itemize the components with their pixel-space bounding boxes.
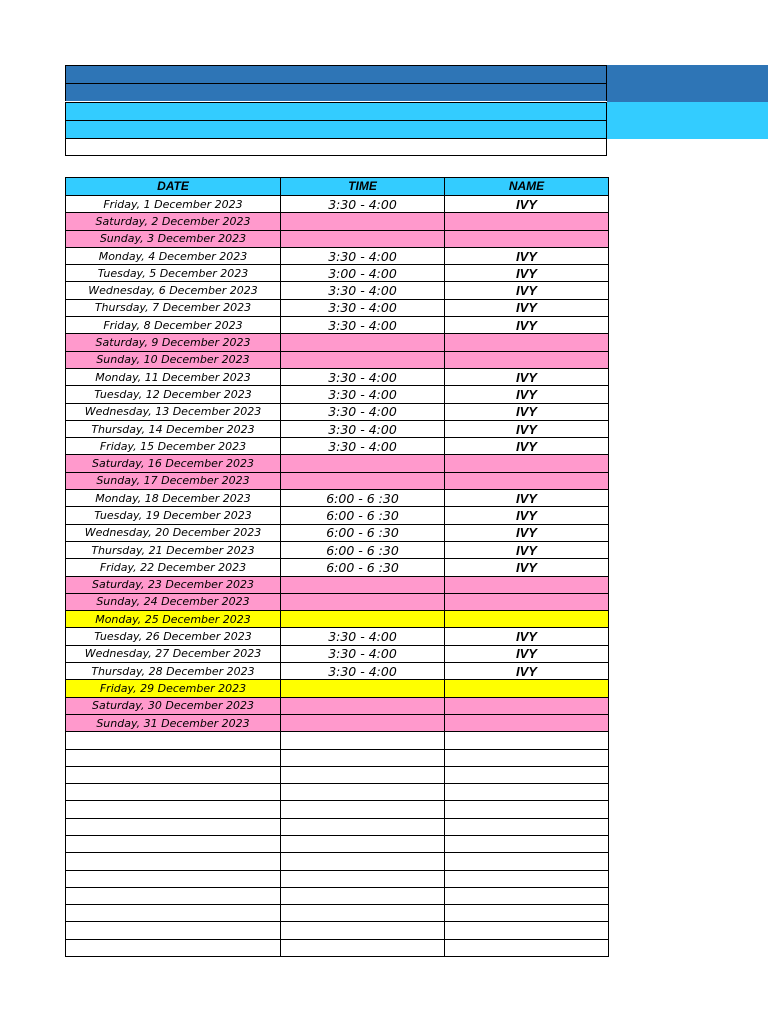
table-row[interactable] xyxy=(66,351,609,368)
title-band-4 xyxy=(65,120,607,138)
empty-cell[interactable] xyxy=(281,835,445,852)
empty-cell[interactable] xyxy=(445,870,609,887)
time-cell[interactable]: 3:30 - 4:00 xyxy=(281,317,445,334)
table-row[interactable] xyxy=(66,438,609,455)
date-cell[interactable]: Wednesday, 6 December 2023 xyxy=(66,282,281,299)
date-cell[interactable]: Sunday, 17 December 2023 xyxy=(66,472,281,489)
name-cell[interactable] xyxy=(445,611,609,628)
date-cell[interactable]: Monday, 25 December 2023 xyxy=(66,611,281,628)
date-cell[interactable]: Wednesday, 27 December 2023 xyxy=(66,645,281,662)
empty-cell[interactable] xyxy=(445,749,609,766)
name-cell[interactable] xyxy=(445,351,609,368)
time-cell[interactable] xyxy=(281,680,445,697)
table-row[interactable] xyxy=(66,524,609,541)
header-row xyxy=(66,178,609,196)
empty-cell[interactable] xyxy=(66,818,281,835)
empty-row[interactable] xyxy=(66,784,609,801)
empty-row[interactable] xyxy=(66,801,609,818)
table-row[interactable] xyxy=(66,541,609,558)
date-cell[interactable]: Thursday, 7 December 2023 xyxy=(66,299,281,316)
name-cell[interactable] xyxy=(445,697,609,714)
date-cell[interactable]: Friday, 1 December 2023 xyxy=(66,196,281,213)
empty-cell[interactable] xyxy=(66,784,281,801)
time-cell[interactable]: 3:30 - 4:00 xyxy=(281,420,445,437)
empty-cell[interactable] xyxy=(445,853,609,870)
date-header: DATE xyxy=(66,178,281,196)
name-cell[interactable] xyxy=(445,334,609,351)
date-cell[interactable]: Friday, 29 December 2023 xyxy=(66,680,281,697)
name-cell[interactable]: IVY xyxy=(445,420,609,437)
time-cell[interactable] xyxy=(281,351,445,368)
table-row[interactable] xyxy=(66,420,609,437)
name-cell[interactable]: IVY xyxy=(445,524,609,541)
empty-cell[interactable] xyxy=(445,818,609,835)
date-cell[interactable]: Saturday, 23 December 2023 xyxy=(66,576,281,593)
table-row[interactable] xyxy=(66,714,609,731)
empty-cell[interactable] xyxy=(281,749,445,766)
time-cell[interactable]: 3:30 - 4:00 xyxy=(281,403,445,420)
date-cell[interactable]: Thursday, 21 December 2023 xyxy=(66,541,281,558)
date-cell[interactable]: Wednesday, 20 December 2023 xyxy=(66,524,281,541)
name-cell[interactable] xyxy=(445,472,609,489)
date-cell[interactable]: Sunday, 10 December 2023 xyxy=(66,351,281,368)
empty-cell[interactable] xyxy=(66,766,281,783)
table-row[interactable] xyxy=(66,680,609,697)
time-cell[interactable] xyxy=(281,593,445,610)
table-row[interactable] xyxy=(66,490,609,507)
name-cell[interactable] xyxy=(445,593,609,610)
name-cell[interactable]: IVY xyxy=(445,403,609,420)
name-cell[interactable]: IVY xyxy=(445,490,609,507)
table-row[interactable] xyxy=(66,230,609,247)
empty-cell[interactable] xyxy=(281,870,445,887)
time-cell[interactable] xyxy=(281,576,445,593)
empty-cell[interactable] xyxy=(66,732,281,749)
date-cell[interactable]: Monday, 4 December 2023 xyxy=(66,247,281,264)
empty-cell[interactable] xyxy=(66,922,281,939)
empty-cell[interactable] xyxy=(281,818,445,835)
empty-cell[interactable] xyxy=(445,801,609,818)
light-band-extension xyxy=(607,102,768,139)
name-cell[interactable]: IVY xyxy=(445,541,609,558)
date-cell[interactable]: Sunday, 3 December 2023 xyxy=(66,230,281,247)
table-row[interactable] xyxy=(66,645,609,662)
table-row[interactable] xyxy=(66,265,609,282)
name-cell[interactable]: IVY xyxy=(445,507,609,524)
empty-cell[interactable] xyxy=(66,870,281,887)
date-cell[interactable]: Friday, 8 December 2023 xyxy=(66,317,281,334)
time-cell[interactable] xyxy=(281,230,445,247)
name-cell[interactable]: IVY xyxy=(445,317,609,334)
empty-row[interactable] xyxy=(66,905,609,922)
table-row[interactable] xyxy=(66,507,609,524)
schedule-body xyxy=(66,196,609,957)
name-cell[interactable]: IVY xyxy=(445,247,609,264)
empty-cell[interactable] xyxy=(445,939,609,956)
time-header: TIME xyxy=(281,178,445,196)
table-row[interactable] xyxy=(66,334,609,351)
time-cell[interactable]: 3:00 - 4:00 xyxy=(281,265,445,282)
table-row[interactable] xyxy=(66,611,609,628)
dark-band-extension xyxy=(607,65,768,102)
table-row[interactable] xyxy=(66,196,609,213)
table-row[interactable] xyxy=(66,593,609,610)
date-cell[interactable]: Monday, 18 December 2023 xyxy=(66,490,281,507)
name-cell[interactable] xyxy=(445,680,609,697)
date-cell[interactable]: Tuesday, 5 December 2023 xyxy=(66,265,281,282)
table-row[interactable] xyxy=(66,697,609,714)
empty-cell[interactable] xyxy=(445,835,609,852)
time-cell[interactable] xyxy=(281,697,445,714)
time-cell[interactable] xyxy=(281,611,445,628)
empty-cell[interactable] xyxy=(445,732,609,749)
date-cell[interactable]: Thursday, 14 December 2023 xyxy=(66,420,281,437)
time-cell[interactable]: 3:30 - 4:00 xyxy=(281,645,445,662)
name-cell[interactable] xyxy=(445,455,609,472)
empty-cell[interactable] xyxy=(281,905,445,922)
name-cell[interactable] xyxy=(445,714,609,731)
title-band-1 xyxy=(65,65,607,83)
time-cell[interactable]: 6:00 - 6 :30 xyxy=(281,490,445,507)
date-cell[interactable]: Saturday, 16 December 2023 xyxy=(66,455,281,472)
table-row[interactable] xyxy=(66,576,609,593)
empty-row[interactable] xyxy=(66,939,609,956)
empty-cell[interactable] xyxy=(66,801,281,818)
date-cell[interactable]: Friday, 22 December 2023 xyxy=(66,559,281,576)
table-row[interactable] xyxy=(66,386,609,403)
empty-cell[interactable] xyxy=(281,766,445,783)
empty-cell[interactable] xyxy=(445,905,609,922)
empty-cell[interactable] xyxy=(281,922,445,939)
schedule-table xyxy=(65,177,609,957)
table-row[interactable] xyxy=(66,282,609,299)
table-row[interactable] xyxy=(66,299,609,316)
name-cell[interactable]: IVY xyxy=(445,438,609,455)
empty-cell[interactable] xyxy=(445,887,609,904)
name-cell[interactable]: IVY xyxy=(445,663,609,680)
time-cell[interactable]: 3:30 - 4:00 xyxy=(281,628,445,645)
table-row[interactable] xyxy=(66,559,609,576)
date-cell[interactable]: Tuesday, 19 December 2023 xyxy=(66,507,281,524)
time-cell[interactable]: 6:00 - 6 :30 xyxy=(281,559,445,576)
time-cell[interactable]: 6:00 - 6 :30 xyxy=(281,541,445,558)
empty-row[interactable] xyxy=(66,870,609,887)
table-row[interactable] xyxy=(66,213,609,230)
name-cell[interactable] xyxy=(445,230,609,247)
table-row[interactable] xyxy=(66,628,609,645)
name-cell[interactable] xyxy=(445,213,609,230)
name-cell[interactable]: IVY xyxy=(445,368,609,385)
date-cell[interactable]: Friday, 15 December 2023 xyxy=(66,438,281,455)
time-cell[interactable] xyxy=(281,472,445,489)
name-cell[interactable]: IVY xyxy=(445,645,609,662)
time-cell[interactable] xyxy=(281,455,445,472)
time-cell[interactable] xyxy=(281,213,445,230)
empty-row[interactable] xyxy=(66,853,609,870)
empty-row[interactable] xyxy=(66,732,609,749)
date-cell[interactable]: Sunday, 24 December 2023 xyxy=(66,593,281,610)
empty-cell[interactable] xyxy=(66,749,281,766)
date-cell[interactable]: Sunday, 31 December 2023 xyxy=(66,714,281,731)
name-cell[interactable]: IVY xyxy=(445,628,609,645)
empty-cell[interactable] xyxy=(66,939,281,956)
name-cell[interactable]: IVY xyxy=(445,265,609,282)
empty-cell[interactable] xyxy=(281,853,445,870)
empty-cell[interactable] xyxy=(66,887,281,904)
date-cell[interactable]: Tuesday, 26 December 2023 xyxy=(66,628,281,645)
title-band-3 xyxy=(65,102,607,120)
time-cell[interactable] xyxy=(281,334,445,351)
time-cell[interactable]: 3:30 - 4:00 xyxy=(281,247,445,264)
name-cell[interactable]: IVY xyxy=(445,196,609,213)
table-row[interactable] xyxy=(66,368,609,385)
empty-cell[interactable] xyxy=(281,732,445,749)
title-band-2 xyxy=(65,83,607,101)
empty-cell[interactable] xyxy=(445,766,609,783)
empty-cell[interactable] xyxy=(66,835,281,852)
empty-row[interactable] xyxy=(66,922,609,939)
time-cell[interactable]: 3:30 - 4:00 xyxy=(281,282,445,299)
date-cell[interactable]: Thursday, 28 December 2023 xyxy=(66,663,281,680)
table-row[interactable] xyxy=(66,455,609,472)
empty-row[interactable] xyxy=(66,766,609,783)
table-row[interactable] xyxy=(66,472,609,489)
empty-row[interactable] xyxy=(66,818,609,835)
date-cell[interactable]: Saturday, 2 December 2023 xyxy=(66,213,281,230)
empty-cell[interactable] xyxy=(445,922,609,939)
name-header: NAME xyxy=(445,178,609,196)
empty-cell[interactable] xyxy=(445,784,609,801)
band-divider xyxy=(65,155,607,156)
date-cell[interactable]: Saturday, 30 December 2023 xyxy=(66,697,281,714)
time-cell[interactable]: 3:30 - 4:00 xyxy=(281,386,445,403)
table-row[interactable] xyxy=(66,403,609,420)
name-cell[interactable] xyxy=(445,576,609,593)
table-row[interactable] xyxy=(66,247,609,264)
time-cell[interactable]: 6:00 - 6 :30 xyxy=(281,524,445,541)
date-cell[interactable]: Monday, 11 December 2023 xyxy=(66,368,281,385)
name-cell[interactable]: IVY xyxy=(445,386,609,403)
date-cell[interactable]: Saturday, 9 December 2023 xyxy=(66,334,281,351)
name-cell[interactable]: IVY xyxy=(445,299,609,316)
table-row[interactable] xyxy=(66,317,609,334)
empty-row[interactable] xyxy=(66,749,609,766)
empty-cell[interactable] xyxy=(66,853,281,870)
date-cell[interactable]: Wednesday, 13 December 2023 xyxy=(66,403,281,420)
empty-cell[interactable] xyxy=(281,784,445,801)
empty-row[interactable] xyxy=(66,835,609,852)
time-cell[interactable]: 3:30 - 4:00 xyxy=(281,299,445,316)
date-cell[interactable]: Tuesday, 12 December 2023 xyxy=(66,386,281,403)
name-cell[interactable]: IVY xyxy=(445,559,609,576)
table-row[interactable] xyxy=(66,663,609,680)
time-cell[interactable]: 3:30 - 4:00 xyxy=(281,438,445,455)
empty-cell[interactable] xyxy=(66,905,281,922)
time-cell[interactable]: 3:30 - 4:00 xyxy=(281,368,445,385)
time-cell[interactable]: 6:00 - 6 :30 xyxy=(281,507,445,524)
empty-cell[interactable] xyxy=(281,887,445,904)
empty-row[interactable] xyxy=(66,887,609,904)
name-cell[interactable]: IVY xyxy=(445,282,609,299)
empty-cell[interactable] xyxy=(281,939,445,956)
time-cell[interactable]: 3:30 - 4:00 xyxy=(281,663,445,680)
title-band-5 xyxy=(65,138,607,156)
time-cell[interactable]: 3:30 - 4:00 xyxy=(281,196,445,213)
empty-cell[interactable] xyxy=(281,801,445,818)
time-cell[interactable] xyxy=(281,714,445,731)
